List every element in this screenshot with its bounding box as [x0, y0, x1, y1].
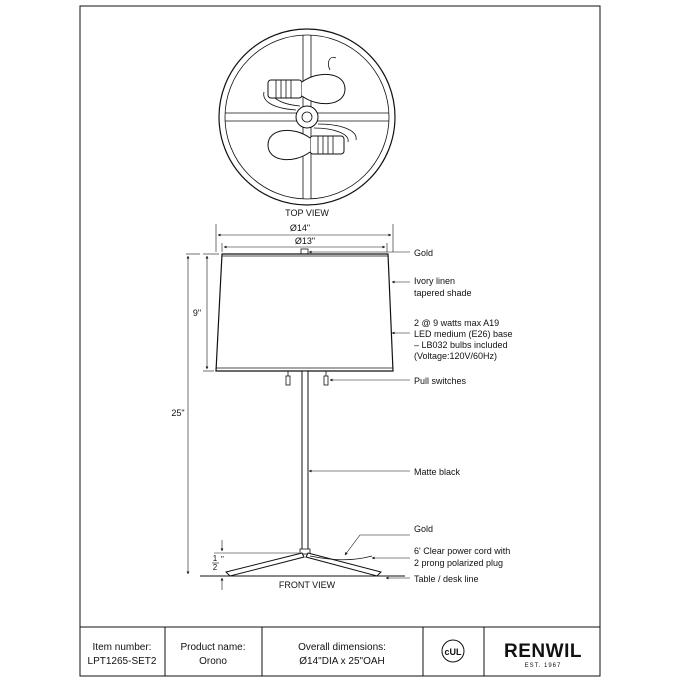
- overall-dimensions-value: Ø14"DIA x 25"OAH: [299, 656, 385, 667]
- front-view-drawing: [200, 249, 405, 576]
- dim-overall-height: 25": [171, 408, 185, 418]
- top-view-drawing: [219, 29, 395, 205]
- callout-bulb-line1: 2 @ 9 watts max A19: [414, 318, 500, 328]
- brand-established: EST. 1967: [524, 663, 562, 669]
- product-name-value: Orono: [199, 656, 227, 667]
- svg-text:cUL: cUL: [444, 647, 462, 657]
- dim-base-height-den: 2: [212, 563, 218, 572]
- dim-shade-height: 9": [192, 308, 202, 318]
- callout-cord-line2: 2 prong polarized plug: [414, 558, 504, 568]
- dim-shade-outer: Ø14": [289, 223, 311, 233]
- dim-base-height-num: 1: [212, 554, 218, 563]
- callout-cord-line1: 6' Clear power cord with: [414, 546, 511, 556]
- callout-switches: Pull switches: [414, 376, 467, 386]
- callout-finial: Gold: [414, 248, 434, 258]
- dim-shade-inner: Ø13": [294, 236, 316, 246]
- dim-base-height-unit: ": [221, 555, 224, 564]
- item-number-value: LPT1265-SET2: [87, 656, 157, 667]
- callout-table: Table / desk line: [414, 574, 479, 584]
- callout-bulb-line3: – LB032 bulbs included: [414, 340, 508, 350]
- overall-dimensions-label: Overall dimensions:: [298, 642, 386, 653]
- callout-body: Matte black: [414, 467, 461, 477]
- top-view-label: TOP VIEW: [285, 208, 329, 218]
- callout-shade-line2: tapered shade: [414, 288, 472, 298]
- front-view-label: FRONT VIEW: [278, 580, 336, 590]
- callout-bulb-line4: (Voltage:120V/60Hz): [414, 351, 498, 361]
- item-number-label: Item number:: [92, 642, 152, 653]
- callout-bulb-line2: LED medium (E26) base: [414, 329, 513, 339]
- callout-base: Gold: [414, 524, 434, 534]
- ul-certification-icon: [442, 640, 464, 662]
- callout-shade-line1: Ivory linen: [414, 276, 456, 286]
- brand-logo: RENWIL: [504, 641, 582, 662]
- product-name-label: Product name:: [180, 642, 246, 653]
